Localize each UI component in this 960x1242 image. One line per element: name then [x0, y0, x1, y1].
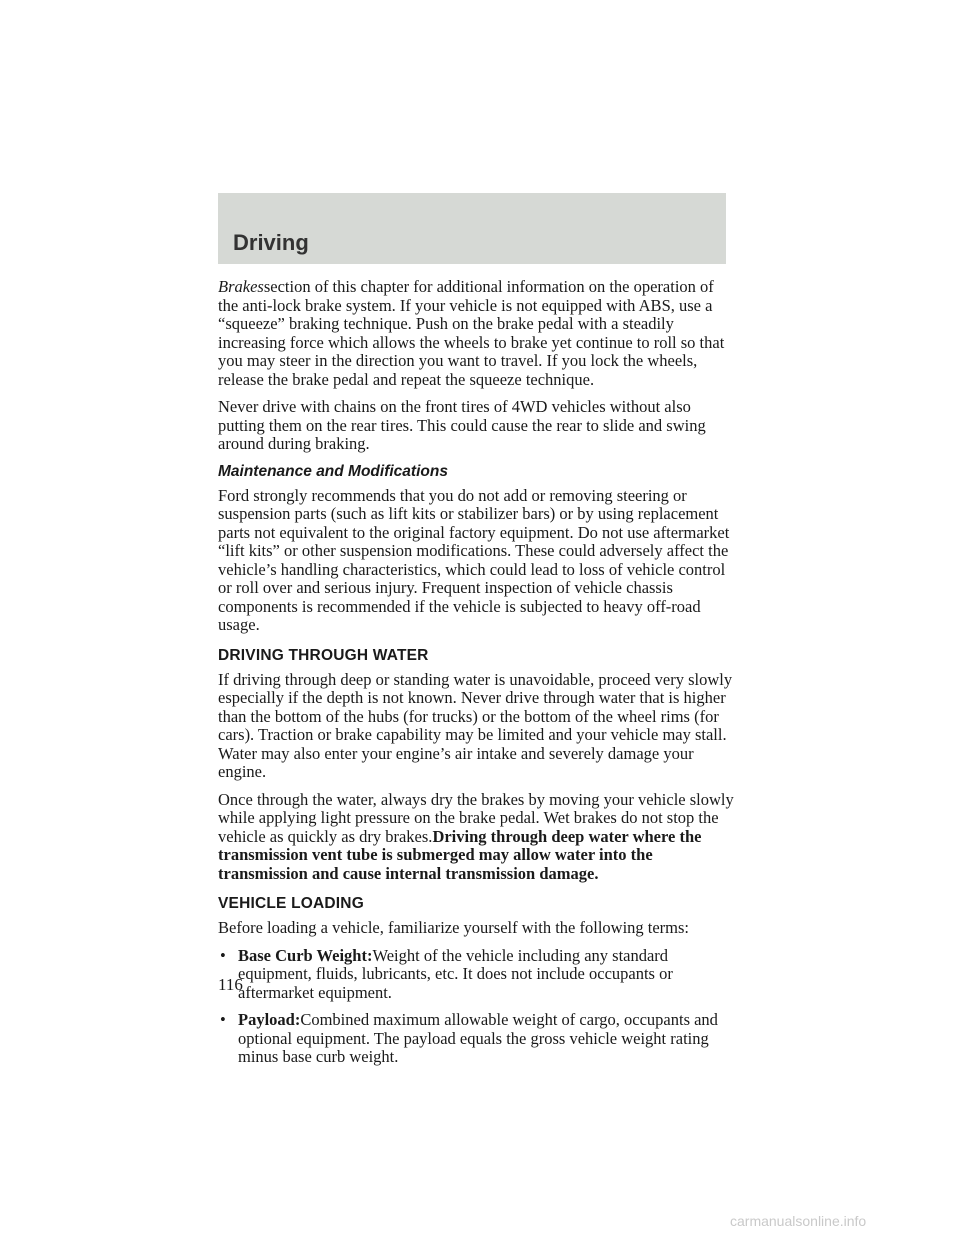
- section-header-band: [218, 193, 726, 264]
- maintenance-heading: Maintenance and Modifications: [218, 462, 448, 480]
- list-item: [218, 1011, 738, 1067]
- loading-heading: VEHICLE LOADING: [218, 895, 364, 912]
- maintenance-paragraph: Ford strongly recommends that you do not add or removing steering or suspension parts (such as lift kits or stabilizer bars) or by using replacement parts not equivalent to the original factory equipment. Do not use aftermarket “lift kits” or other suspension modifications. These could adversely affect the vehicle’s handling characteristics, which could lead to loss of vehicle control or roll over and serious injury. Frequent inspection of vehicle chassis components is recommended if the vehicle is subjected to heavy off-road usage.: [218, 485, 730, 634]
- water-paragraph: If driving through deep or standing water is unavoidable, proceed very slowly especially if the depth is not known. Never drive through water that is higher than the bottom of the hubs (for trucks) or the bottom of the wheel rims (for cars). Traction or brake capability may be limited and your vehicle may stall. Water may also enter your engine’s air intake and severely damage your engine.: [218, 669, 733, 781]
- brakes-reference: Brakes: [218, 277, 264, 296]
- watermark: carmanualsonline.info: [730, 1213, 867, 1229]
- loading-intro: Before loading a vehicle, familiarize yourself with the following terms:: [218, 918, 690, 937]
- bullet-icon: •: [220, 945, 226, 965]
- brakes-paragraph-text: section of this chapter for additional information on the operation of the anti-lock brake system. If your vehicle is not equipped with ABS, use a “squeeze” braking technique. Push on the brake pedal with a steadily increasing force which allows the wheels to brake yet continue to roll so that you may steer in the direction you want to travel. If you lock the wheels, release the brake pedal and repeat the squeeze technique.: [218, 277, 725, 389]
- term-base-curb-weight: Base Curb Weight:: [238, 945, 373, 965]
- transmission-warning: Driving through deep water where the transmission vent tube is submerged may allow water into the transmission and cause internal transmission damage.: [218, 826, 702, 883]
- list-item: [218, 947, 738, 1003]
- term-payload: Payload:: [238, 1010, 301, 1029]
- page-body: [218, 278, 738, 1076]
- bullet-icon: •: [220, 1010, 226, 1029]
- section-title: Driving: [233, 230, 309, 255]
- brakes-paragraph: [218, 278, 738, 389]
- chains-paragraph: Never drive with chains on the front tires of 4WD vehicles without also putting them on the rear tires. This could cause the rear to slide and swing around during braking.: [218, 397, 706, 453]
- dry-brakes-text: Once through the water, always dry the brakes by moving your vehicle slowly while applying light pressure on the brake pedal. Wet brakes do not stop the vehicle as quickly as dry brakes.: [218, 789, 734, 846]
- definition-base-curb-weight: Weight of the vehicle including any standard equipment, fluids, lubricants, etc. It does not include occupants or aftermarket equipment.: [238, 945, 673, 1002]
- water-heading: DRIVING THROUGH WATER: [218, 646, 429, 664]
- page-number: 116: [218, 975, 243, 994]
- definition-payload: Combined maximum allowable weight of cargo, occupants and optional equipment. The payload equals the gross vehicle weight rating minus base curb weight.: [238, 1010, 718, 1066]
- dry-brakes-paragraph: [218, 791, 738, 884]
